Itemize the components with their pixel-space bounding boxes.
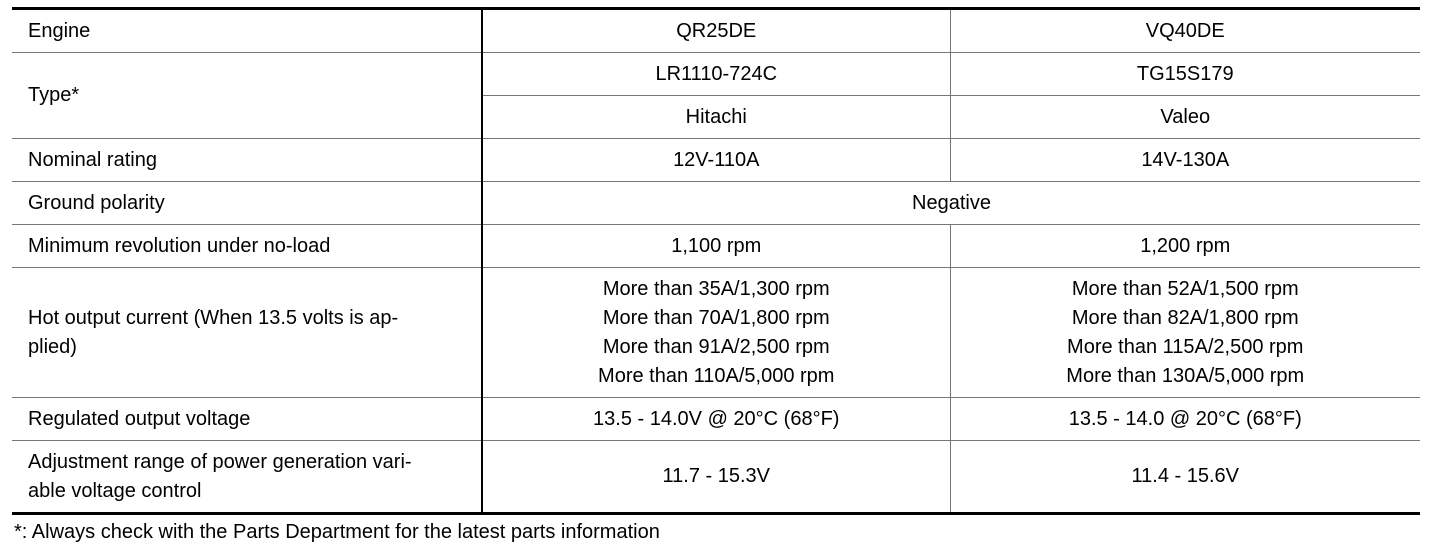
minimum-revolution-vq40de: 1,200 rpm xyxy=(950,225,1420,268)
regulated-output-voltage-label: Regulated output voltage xyxy=(12,398,482,441)
type-qr25de-model: LR1110-724C xyxy=(482,53,950,96)
regulated-output-voltage-row xyxy=(12,398,1420,441)
adjustment-range-vq40de: 11.4 - 15.6V xyxy=(950,441,1420,514)
nominal-rating-label: Nominal rating xyxy=(12,139,482,182)
adjustment-label-line1: Adjustment range of power generation vari- xyxy=(28,450,412,473)
alternator-spec-table xyxy=(12,7,1420,515)
hot-output-current-label xyxy=(12,268,482,398)
minimum-revolution-row xyxy=(12,225,1420,268)
adjustment-range-qr25de: 11.7 - 15.3V xyxy=(482,441,950,514)
ground-polarity-label: Ground polarity xyxy=(12,182,482,225)
nominal-rating-row xyxy=(12,139,1420,182)
hot-output-vq40de-line: More than 130A/5,000 rpm xyxy=(1066,364,1305,387)
nominal-rating-vq40de: 14V-130A xyxy=(950,139,1420,182)
minimum-revolution-qr25de: 1,100 rpm xyxy=(482,225,950,268)
engine-qr25de: QR25DE xyxy=(482,9,950,53)
hot-output-current-vq40de xyxy=(950,268,1420,398)
hot-output-label-line1: Hot output current (When 13.5 volts is ap- xyxy=(28,306,399,329)
hot-output-vq40de-line: More than 52A/1,500 rpm xyxy=(1071,277,1299,300)
type-model-row xyxy=(12,53,1420,96)
hot-output-vq40de-line: More than 82A/1,800 rpm xyxy=(1071,306,1299,329)
hot-output-qr25de-line: More than 110A/5,000 rpm xyxy=(598,364,835,387)
hot-output-qr25de-line: More than 70A/1,800 rpm xyxy=(602,306,830,329)
hot-output-current-row xyxy=(12,268,1420,398)
engine-vq40de: VQ40DE xyxy=(950,9,1420,53)
regulated-output-voltage-vq40de: 13.5 - 14.0 @ 20°C (68°F) xyxy=(950,398,1420,441)
adjustment-range-row xyxy=(12,441,1420,514)
hot-output-qr25de-line: More than 35A/1,300 rpm xyxy=(602,277,830,300)
regulated-output-voltage-qr25de: 13.5 - 14.0V @ 20°C (68°F) xyxy=(482,398,950,441)
type-qr25de-maker: Hitachi xyxy=(482,96,950,139)
hot-output-qr25de-line: More than 91A/2,500 rpm xyxy=(602,335,830,358)
hot-output-label-line2: plied) xyxy=(28,335,77,358)
parts-footnote: *: Always check with the Parts Department for the latest parts information xyxy=(14,521,660,543)
hot-output-vq40de-line: More than 115A/2,500 rpm xyxy=(1067,335,1304,358)
type-vq40de-model: TG15S179 xyxy=(950,53,1420,96)
adjustment-range-label xyxy=(12,441,482,514)
adjustment-label-line2: able voltage control xyxy=(28,479,202,502)
engine-row xyxy=(12,9,1420,53)
ground-polarity-row xyxy=(12,182,1420,225)
ground-polarity-value: Negative xyxy=(482,182,1420,225)
type-label: Type* xyxy=(12,53,482,139)
hot-output-current-qr25de xyxy=(482,268,950,398)
minimum-revolution-label: Minimum revolution under no-load xyxy=(12,225,482,268)
engine-label: Engine xyxy=(12,9,482,53)
nominal-rating-qr25de: 12V-110A xyxy=(482,139,950,182)
type-vq40de-maker: Valeo xyxy=(950,96,1420,139)
